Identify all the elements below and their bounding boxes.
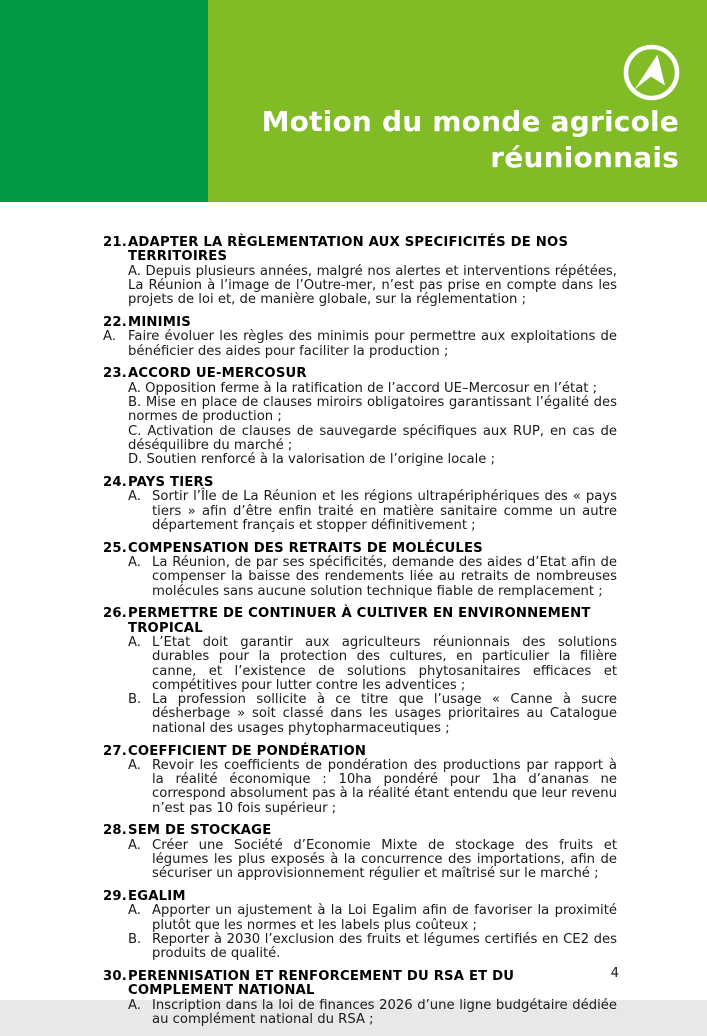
subclause-text: Revoir les coefficients de pondération des productions par rapport à la réalité économique : 10ha pondéré pour 1ha d’ananas ne correspond absolument pas à la réalité étant entendu que leur revenu n’est pas 10 fois supérieur ;: [152, 757, 617, 816]
subclause: B. Mise en place de clauses miroirs obligatoires garantissant l’égalité des normes de production ;: [128, 394, 617, 425]
item-number: 24.: [103, 474, 127, 490]
page-title-line2: réunionnais: [490, 141, 679, 174]
item-number: 29.: [103, 889, 127, 905]
subclause: [103, 329, 617, 359]
subclause: D. Soutien renforcé à la valorisation de l’origine locale ;: [128, 452, 496, 468]
subclause-letter: A.: [103, 329, 116, 345]
item-heading: [103, 970, 617, 999]
motion-item: [103, 236, 617, 307]
item-heading: [103, 367, 617, 381]
subclause: [128, 933, 617, 962]
subclause: C. Activation de clauses de sauvegarde spécifiques aux RUP, en cas de déséquilibre du marché ;: [128, 423, 617, 453]
item-heading: [103, 745, 617, 759]
subclause: [128, 999, 617, 1028]
motion-item: [103, 316, 617, 359]
item-subclauses: [103, 265, 617, 308]
subclause-text: La Réunion, de par ses spécificités, demande des aides d’Etat afin de compenser la baisse des rendements liée au retraits de nombreuses molécules sans aucune solution technique fiable de remplacement ;: [152, 554, 617, 599]
subclause-letter: B.: [128, 692, 142, 708]
subclause-letter: A.: [128, 997, 141, 1013]
subclause-letter: A.: [128, 554, 141, 570]
subclause: [128, 636, 617, 693]
subclause-letter: A.: [128, 634, 141, 650]
item-number: 22.: [103, 314, 127, 330]
item-heading: [103, 607, 617, 636]
item-subclauses: [103, 904, 617, 961]
subclause-letter: A.: [128, 903, 141, 919]
header-dark-green-block: [0, 0, 208, 202]
item-subclauses: [103, 556, 617, 599]
page-header: [0, 0, 707, 202]
item-subclauses: [103, 330, 617, 359]
item-heading: [103, 236, 617, 265]
subclause-text: Inscription dans la loi de finances 2026 d’une ligne budgétaire dédiée au complément national du RSA ;: [152, 997, 617, 1028]
item-subclauses: [103, 490, 617, 533]
document-body: [0, 202, 707, 1036]
subclause: [128, 759, 617, 816]
subclause: [128, 490, 617, 533]
item-number: 26.: [103, 606, 127, 622]
motion-item: [103, 745, 617, 816]
subclause-text: La profession sollicite à ce titre que l’usage « Canne à sucre désherbage » soit classé dans les usages prioritaires au Catalogue national des usages phytopharmaceutiques ;: [152, 692, 617, 736]
item-title: PERENNISATION ET RENFORCEMENT DU RSA ET DU COMPLEMENT NATIONAL: [128, 969, 515, 999]
motion-item: [103, 542, 617, 599]
subclause-text: Créer une Société d’Economie Mixte de stockage des fruits et légumes les plus exposés à la concurrence des importations, afin de sécuriser un approvisionnement régulier et maîtrisé sur le marché ;: [152, 837, 617, 882]
subclause-letter: A.: [128, 757, 141, 773]
subclause-letter: B.: [128, 932, 142, 948]
item-title: SEM DE STOCKAGE: [128, 823, 272, 839]
subclause: A. Depuis plusieurs années, malgré nos alertes et interventions répétées, La Réunion à l’image de l’Outre-mer, n’est pas prise en compte dans les projets de loi et, de manière globale, sur la réglementation ;: [128, 263, 617, 308]
item-subclauses: [103, 839, 617, 882]
item-subclauses: [103, 759, 617, 816]
item-number: 25.: [103, 540, 127, 556]
item-title: ADAPTER LA RÈGLEMENTATION AUX SPECIFICITÉS DE NOS TERRITOIRES: [128, 235, 569, 265]
subclause: [128, 904, 617, 933]
motion-item: [103, 367, 617, 467]
motion-item: [103, 476, 617, 533]
item-number: 30.: [103, 969, 127, 985]
item-title: ACCORD UE-MERCOSUR: [128, 366, 307, 382]
item-number: 28.: [103, 823, 127, 839]
subclause: A. Opposition ferme à la ratification de l’accord UE–Mercosur en l’état ;: [128, 380, 598, 396]
subclause-text: Apporter un ajustement à la Loi Egalim afin de favoriser la proximité plutôt que les normes et les labels plus coûteux ;: [152, 903, 617, 933]
item-title: MINIMIS: [128, 314, 191, 330]
item-title: PERMETTRE DE CONTINUER À CULTIVER EN ENVIRONNEMENT TROPICAL: [128, 606, 591, 636]
subclause-text: L’Etat doit garantir aux agriculteurs réunionnais des solutions durables pour la protection des cultures, en particulier la filière canne, et l’existence de solutions phytosanitaires efficaces et compétitives pour lutter contre les adventices ;: [152, 634, 617, 693]
page-number: 4: [610, 966, 619, 981]
compass-arrow-icon: [623, 44, 680, 101]
item-title: COEFFICIENT DE PONDÉRATION: [128, 743, 367, 759]
page-title: [262, 104, 679, 176]
subclause-text: Reporter à 2030 l’exclusion des fruits et légumes certifiés en CE2 des produits de qualité.: [152, 932, 617, 962]
item-number: 21.: [103, 235, 127, 250]
item-title: EGALIM: [128, 889, 186, 905]
item-title: PAYS TIERS: [128, 474, 214, 490]
motion-item: [103, 890, 617, 961]
subclause-text: Sortir l’Île de La Réunion et les régions ultrapériphériques des « pays tiers » afin d’être enfin traité en matière sanitaire comme un autre département français et stopper définitivement ;: [152, 489, 617, 533]
item-number: 23.: [103, 366, 127, 382]
motion-item: [103, 607, 617, 736]
subclause: [128, 693, 617, 736]
item-heading: [103, 824, 617, 838]
motion-item: [103, 970, 617, 1027]
item-subclauses: [103, 636, 617, 736]
page-title-line1: Motion du monde agricole: [261, 105, 679, 138]
subclause: [128, 556, 617, 599]
item-heading: [103, 542, 617, 556]
subclause-letter: A.: [128, 489, 141, 505]
item-number: 27.: [103, 743, 127, 759]
motion-item: [103, 824, 617, 881]
subclause-text: Faire évoluer les règles des minimis pour permettre aux exploitations de bénéficier des aides pour faciliter la production ;: [128, 329, 617, 359]
item-subclauses: [103, 999, 617, 1028]
item-subclauses: [103, 382, 617, 468]
subclause: [128, 839, 617, 882]
subclause-letter: A.: [128, 837, 141, 853]
item-title: COMPENSATION DES RETRAITS DE MOLÉCULES: [128, 540, 483, 556]
